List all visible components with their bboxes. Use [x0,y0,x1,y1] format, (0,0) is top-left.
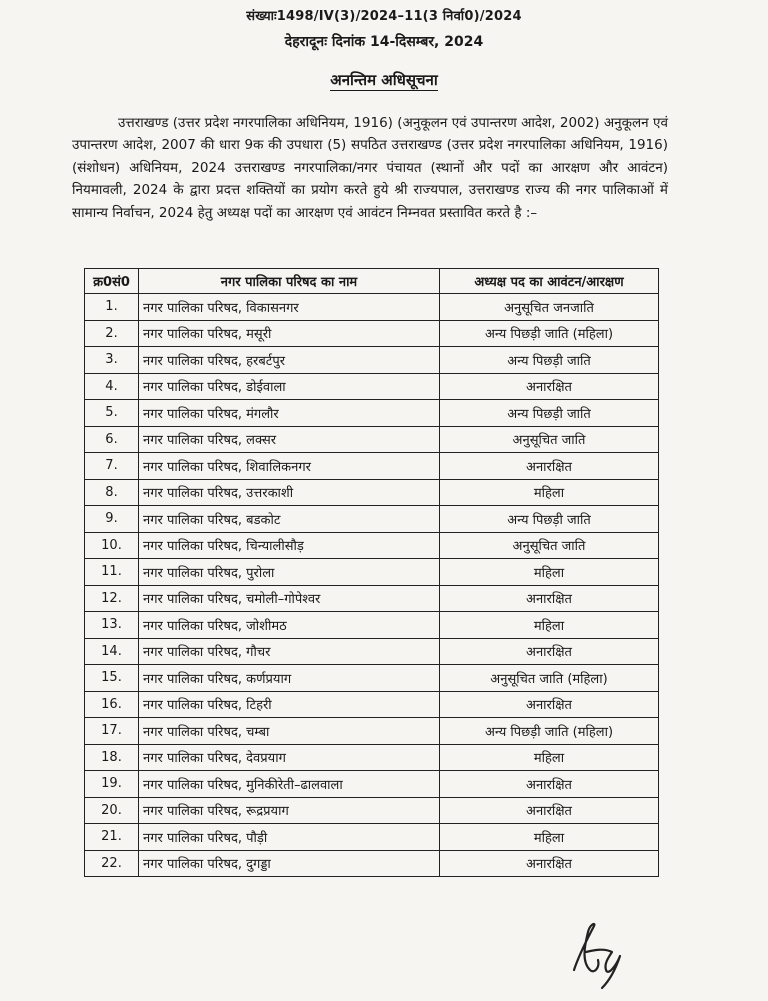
row-serial: 13. [85,612,139,639]
row-reservation: अन्य पिछड़ी जाति [440,347,659,374]
row-reservation: अनारक्षित [440,771,659,798]
row-reservation: अनारक्षित [440,373,659,400]
row-serial: 3. [85,347,139,374]
table-row [85,400,659,427]
table-header-row [85,269,659,294]
row-reservation: अनारक्षित [440,797,659,824]
row-reservation: अनारक्षित [440,585,659,612]
row-serial: 16. [85,691,139,718]
row-reservation: अनुसूचित जाति [440,426,659,453]
row-reservation: महिला [440,479,659,506]
row-serial: 9. [85,506,139,533]
reference-number: संख्याः1498/IV(3)/2024–11(3 निर्वा0)/2024 [246,9,522,24]
row-reservation: अनारक्षित [440,638,659,665]
table-row [85,294,659,321]
row-council-name: नगर पालिका परिषद, बडकोट [139,506,440,533]
row-council-name: नगर पालिका परिषद, पौड़ी [139,824,440,851]
table-row [85,797,659,824]
row-reservation: अन्य पिछड़ी जाति (महिला) [440,320,659,347]
row-serial: 18. [85,744,139,771]
row-reservation: महिला [440,744,659,771]
row-council-name: नगर पालिका परिषद, हरबर्टपुर [139,347,440,374]
row-council-name: नगर पालिका परिषद, जोशीमठ [139,612,440,639]
table-row [85,665,659,692]
row-reservation: अनारक्षित [440,850,659,877]
row-serial: 6. [85,426,139,453]
row-council-name: नगर पालिका परिषद, चमोली–गोपेश्वर [139,585,440,612]
row-reservation: अन्य पिछड़ी जाति [440,506,659,533]
row-serial: 14. [85,638,139,665]
table-row [85,479,659,506]
preamble-paragraph: उत्तराखण्ड (उत्तर प्रदेश नगरपालिका अधिनियम, 1916) (अनुकूलन एवं उपान्तरण आदेश, 2002) अनुकूलन एवं उपान्तरण आदेश, 2007 की धारा 9क की उपधारा (5) सपठित उत्तराखण्ड (उत्तर प्रदेश नगरपालिका अधिनियम, 1916) (संशोधन) अधिनियम, 2024 उत्तराखण्ड नगरपालिका/नगर पंचायत (स्थानों और पदों का आरक्षण और आवंटन) नियमावली, 2024 के द्वारा प्रदत्त शक्तियों का प्रयोग करते हुये श्री राज्यपाल, उत्तराखण्ड राज्य की नगर पालिकाओं में सामान्य निर्वाचन, 2024 हेतु अध्यक्ष पदों का आरक्षण एवं आवंटन निम्नवत प्रस्तावित करते है :– [72,115,668,221]
row-serial: 12. [85,585,139,612]
place-date-line: देहरादूनः दिनांक 14-दिसम्बर, 2024 [284,34,484,50]
signature [560,912,640,992]
allocation-table [84,268,659,877]
row-serial: 21. [85,824,139,851]
row-council-name: नगर पालिका परिषद, दुगड्डा [139,850,440,877]
row-serial: 4. [85,373,139,400]
row-serial: 10. [85,532,139,559]
row-reservation: अन्य पिछड़ी जाति [440,400,659,427]
row-reservation: अनुसूचित जाति [440,532,659,559]
row-council-name: नगर पालिका परिषद, रूद्रप्रयाग [139,797,440,824]
row-council-name: नगर पालिका परिषद, चिन्यालीसौड़ [139,532,440,559]
table-row [85,347,659,374]
table-row [85,744,659,771]
row-serial: 22. [85,850,139,877]
row-reservation: महिला [440,824,659,851]
heading-text: अनन्तिम अधिसूचना [330,71,438,89]
header-council-name: नगर पालिका परिषद का नाम [139,269,440,294]
row-reservation: अनारक्षित [440,691,659,718]
table-row [85,691,659,718]
row-reservation: अनारक्षित [440,453,659,480]
row-reservation: महिला [440,612,659,639]
row-council-name: नगर पालिका परिषद, उत्तरकाशी [139,479,440,506]
row-serial: 5. [85,400,139,427]
row-serial: 7. [85,453,139,480]
table-row [85,373,659,400]
row-reservation: अनुसूचित जनजाति [440,294,659,321]
notification-heading [0,70,768,90]
table-row [85,824,659,851]
table-row [85,585,659,612]
row-serial: 2. [85,320,139,347]
row-serial: 1. [85,294,139,321]
table-row [85,850,659,877]
row-council-name: नगर पालिका परिषद, मुनिकीरेती–ढालवाला [139,771,440,798]
table-row [85,638,659,665]
row-council-name: नगर पालिका परिषद, मंगलौर [139,400,440,427]
row-serial: 8. [85,479,139,506]
table-row [85,453,659,480]
header-serial: क्र0सं0 [85,269,139,294]
table-body [85,294,659,877]
table-row [85,506,659,533]
row-reservation: अन्य पिछड़ी जाति (महिला) [440,718,659,745]
row-council-name: नगर पालिका परिषद, लक्सर [139,426,440,453]
table-row [85,532,659,559]
row-serial: 11. [85,559,139,586]
table-row [85,718,659,745]
row-council-name: नगर पालिका परिषद, कर्णप्रयाग [139,665,440,692]
row-reservation: महिला [440,559,659,586]
row-council-name: नगर पालिका परिषद, पुरोला [139,559,440,586]
row-council-name: नगर पालिका परिषद, डोईवाला [139,373,440,400]
header-reservation: अध्यक्ष पद का आवंटन/आरक्षण [440,269,659,294]
row-reservation: अनुसूचित जाति (महिला) [440,665,659,692]
row-council-name: नगर पालिका परिषद, चम्बा [139,718,440,745]
table-row [85,612,659,639]
row-serial: 17. [85,718,139,745]
row-council-name: नगर पालिका परिषद, शिवालिकनगर [139,453,440,480]
table-row [85,426,659,453]
table-row [85,320,659,347]
table-row [85,771,659,798]
row-council-name: नगर पालिका परिषद, टिहरी [139,691,440,718]
row-serial: 19. [85,771,139,798]
row-serial: 20. [85,797,139,824]
row-council-name: नगर पालिका परिषद, मसूरी [139,320,440,347]
row-council-name: नगर पालिका परिषद, विकासनगर [139,294,440,321]
row-council-name: नगर पालिका परिषद, देवप्रयाग [139,744,440,771]
table-row [85,559,659,586]
row-council-name: नगर पालिका परिषद, गौचर [139,638,440,665]
row-serial: 15. [85,665,139,692]
